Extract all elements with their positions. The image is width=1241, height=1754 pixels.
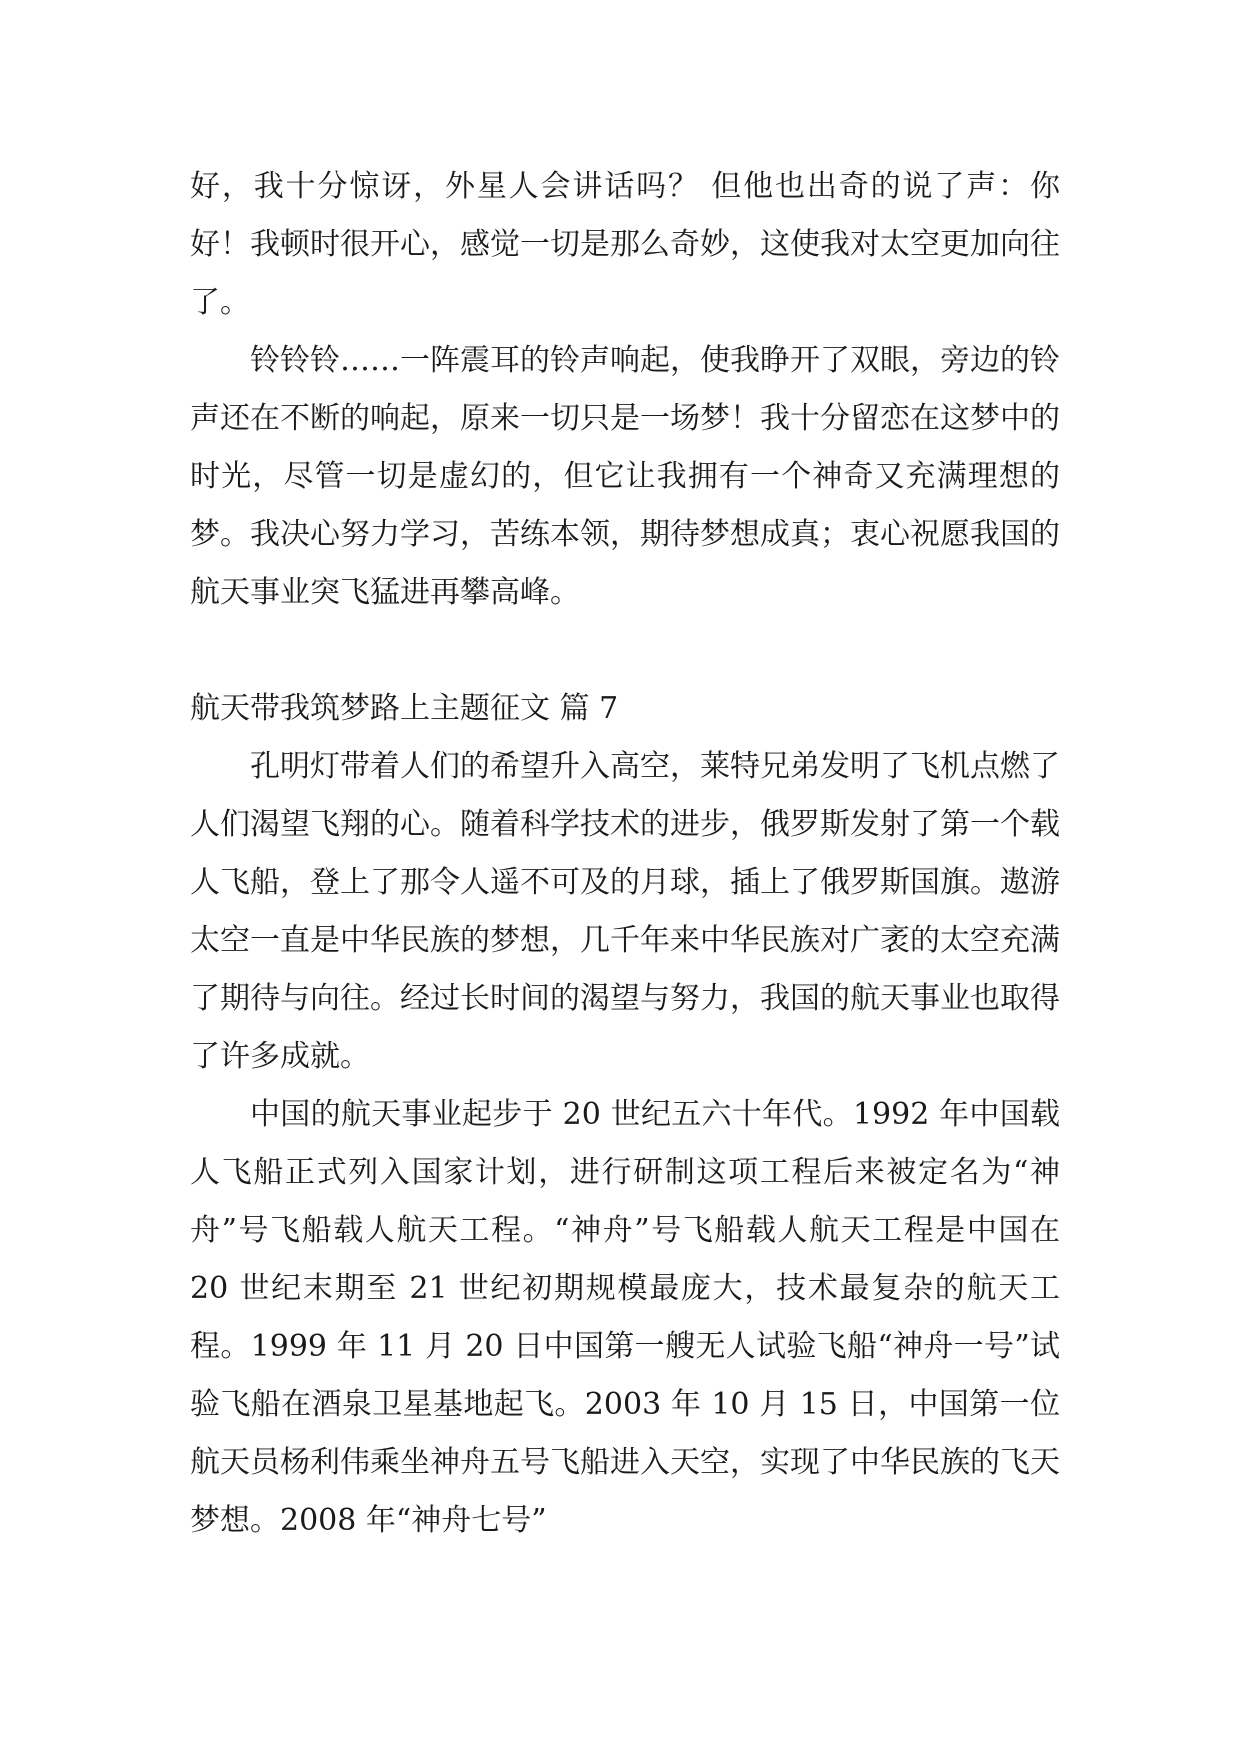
- paragraph-history: 孔明灯带着人们的希望升入高空，莱特兄弟发明了飞机点燃了人们渴望飞翔的心。随着科学技术的进步，俄罗斯发射了第一个载人飞船，登上了那令人遥不可及的月球，插上了俄罗斯国旗。遨游太空一直是中华民族的梦想，几千年来中华民族对广袤的太空充满了期待与向往。经过长时间的渴望与努力，我国的航天事业也取得了许多成就。: [190, 749, 1060, 1074]
- document-body: [190, 158, 1060, 1550]
- paragraph-dream-end: 铃铃铃……一阵震耳的铃声响起，使我睁开了双眼，旁边的铃声还在不断的响起，原来一切只是一场梦！我十分留恋在这梦中的时光，尽管一切是虚幻的，但它让我拥有一个神奇又充满理想的梦。我决心努力学习，苦练本领，期待梦想成真；衷心祝愿我国的航天事业突飞猛进再攀高峰。: [190, 343, 1060, 610]
- paragraph-continued: 好，我十分惊讶，外星人会讲话吗？ 但他也出奇的说了声：你好！我顿时很开心，感觉一切是那么奇妙，这使我对太空更加向往了。: [190, 169, 1060, 320]
- section-spacer: [190, 622, 1060, 680]
- paragraph-china-space: 中国的航天事业起步于 20 世纪五六十年代。1992 年中国载人飞船正式列入国家计划，进行研制这项工程后来被定名为“神舟”号飞船载人航天工程。“神舟”号飞船载人航天工程是中国在 20 世纪末期至 21 世纪初期规模最庞大，技术最复杂的航天工程。1999 年 11 月 20 日中国第一艘无人试验飞船“神舟一号”试验飞船在酒泉卫星基地起飞。2003 年 10 月 15 日，中国第一位航天员杨利伟乘坐神舟五号飞船进入天空，实现了中华民族的飞天梦想。2008 年“神舟七号”: [190, 1097, 1060, 1538]
- section-title: 航天带我筑梦路上主题征文 篇 7: [190, 691, 619, 726]
